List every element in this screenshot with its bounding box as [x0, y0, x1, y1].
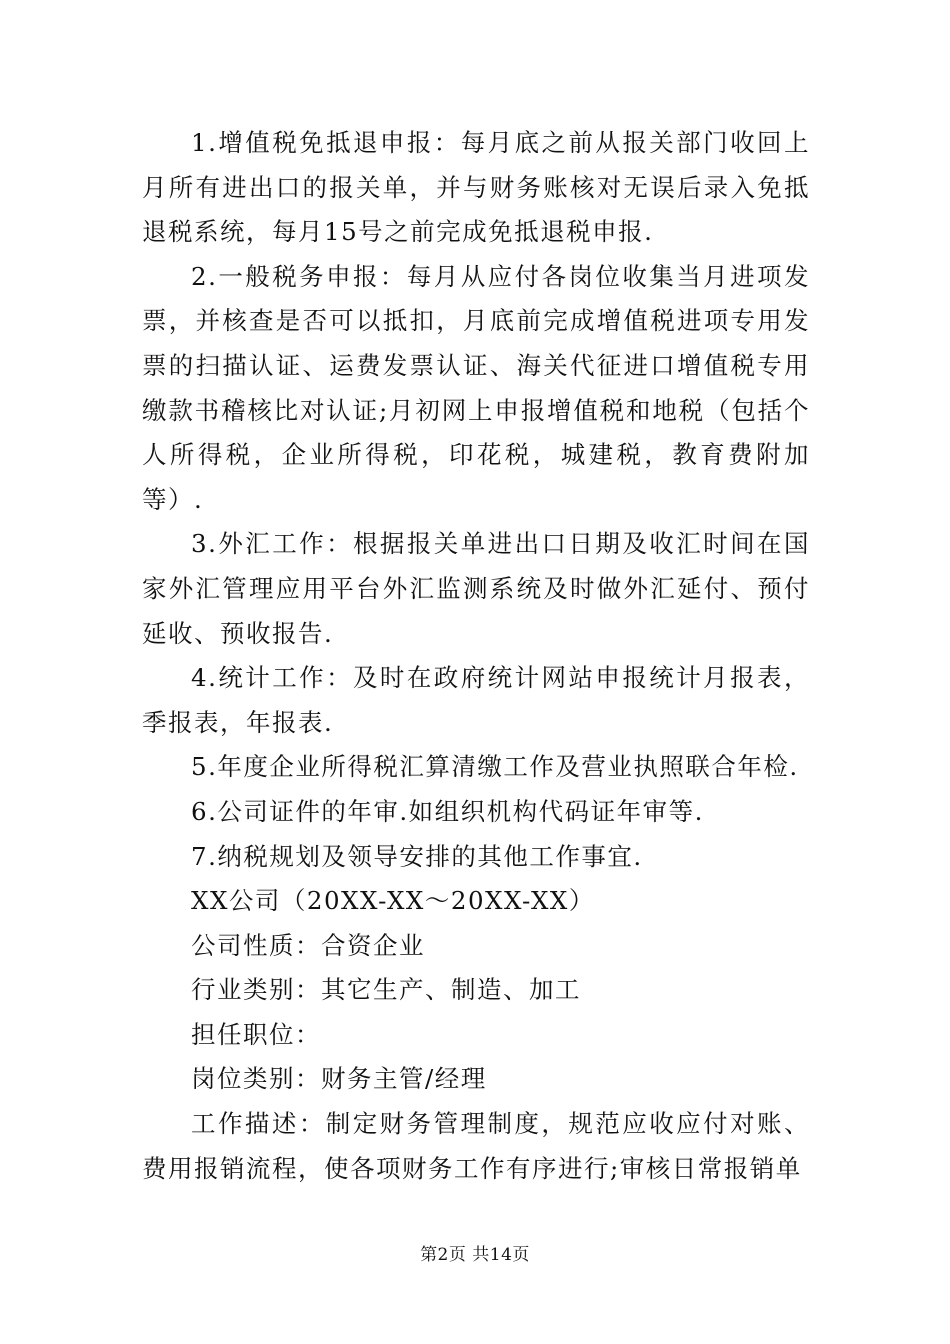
page-footer: 第2页 共14页: [420, 1245, 530, 1265]
paragraph-industry: 行业类别：其它生产、制造、加工: [191, 975, 581, 1005]
paragraph-statistics: 4.统计工作：及时在政府统计网站申报统计月报表，季报表，年报表.: [142, 663, 810, 737]
document-body: [142, 121, 810, 1191]
paragraph-annual-tax: 5.年度企业所得税汇算清缴工作及营业执照联合年检.: [191, 752, 799, 782]
paragraph-tax-planning: 7.纳税规划及领导安排的其他工作事宜.: [191, 841, 643, 871]
paragraph-company-period: XX公司（20XX-XX～20XX-XX）: [191, 886, 595, 916]
paragraph-vat-refund: 1.增值税免抵退申报：每月底之前从报关部门收回上月所有进出口的报关单，并与财务账核对无误后录入免抵退税系统，每月15号之前完成免抵退税申报.: [142, 128, 810, 247]
paragraph-company-nature: 公司性质：合资企业: [191, 930, 425, 960]
paragraph-forex: 3.外汇工作：根据报关单进出口日期及收汇时间在国家外汇管理应用平台外汇监测系统及时做外汇延付、预付延收、预收报告.: [142, 529, 810, 648]
paragraph-job-description: 工作描述：制定财务管理制度，规范应收应付对账、费用报销流程，使各项财务工作有序进行;审核日常报销单: [142, 1109, 810, 1183]
paragraph-general-tax: 2.一般税务申报：每月从应付各岗位收集当月进项发票，并核查是否可以抵扣，月底前完成增值税进项专用发票的扫描认证、运费发票认证、海关代征进口增值税专用缴款书稽核比对认证;月初网上申报增值税和地税（包括个人所得税，企业所得税，印花税，城建税，教育费附加等）.: [142, 261, 810, 514]
paragraph-job-category: 岗位类别：财务主管/经理: [191, 1064, 487, 1094]
paragraph-position: 担任职位：: [191, 1019, 321, 1049]
paragraph-certificates: 6.公司证件的年审.如组织机构代码证年审等.: [191, 796, 704, 826]
